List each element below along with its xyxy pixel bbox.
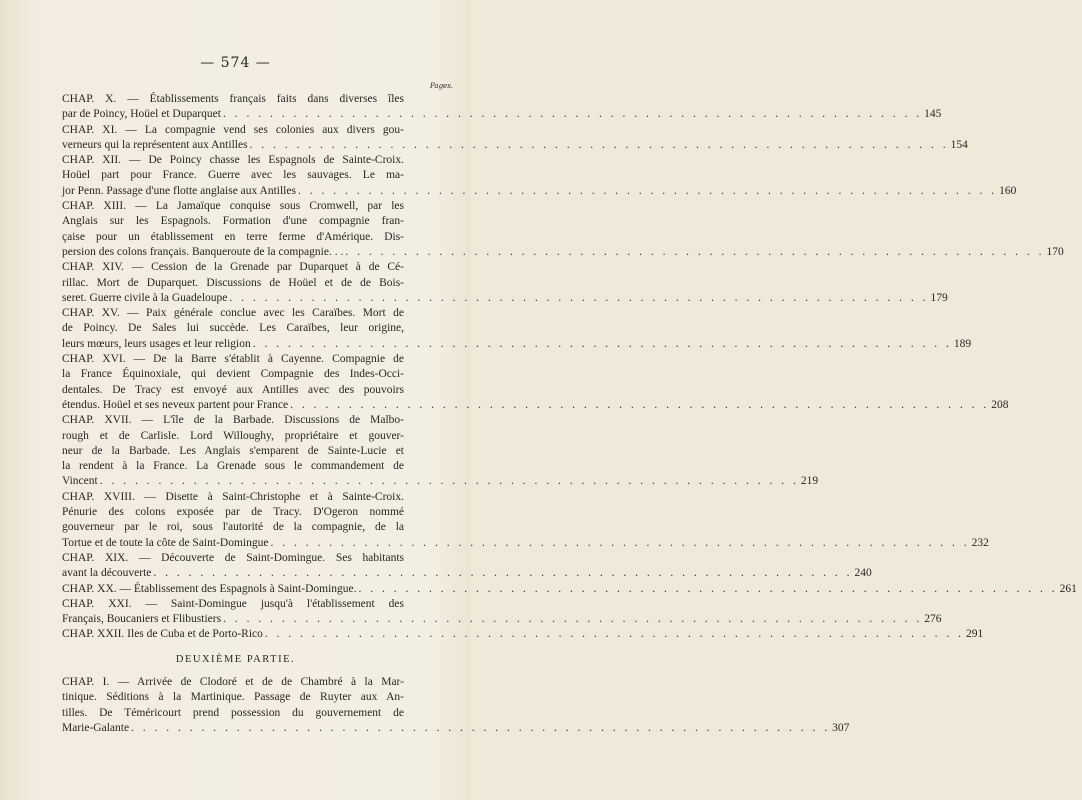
leader-dots: . . . . . . . . . . . . . . . . . . . . . . . . . . . . . . . . . . . . . . . . . . . . . . . . . . . . . . . . . . . . <box>252 337 952 350</box>
toc-line <box>62 214 404 229</box>
toc-line <box>62 536 989 551</box>
toc-line <box>62 627 984 642</box>
leader-dots: . . . . . . . . . . . . . . . . . . . . . . . . . . . . . . . . . . . . . . . . . . . . . . . . . . . . . . . . . . . . <box>358 582 1058 595</box>
toc-line <box>62 245 1064 260</box>
toc-line <box>62 199 404 214</box>
toc-line <box>62 92 404 107</box>
toc-page-number: 232 <box>971 536 989 549</box>
toc-entry <box>62 413 819 489</box>
toc-line-text: seret. Guerre civile à la Guadeloupe <box>62 291 228 304</box>
toc-line-text: persion des colons français. Banqueroute de la compagnie. . . <box>62 245 344 258</box>
leader-dots: . . . . . . . . . . . . . . . . . . . . . . . . . . . . . . . . . . . . . . . . . . . . . . . . . . . . . . . . . . . . <box>131 721 831 734</box>
toc-line <box>62 474 819 489</box>
toc-entry <box>62 352 1009 413</box>
toc-line-text: CHAP. XIV. — Cession de la Grenade par Duparquet à de Cé- <box>62 261 404 274</box>
toc-line-text: tilles. De Téméricourt prend possession du gouvernement de <box>62 706 404 719</box>
toc-line <box>62 291 948 306</box>
toc-line <box>62 306 404 321</box>
toc-line-text: CHAP. XXII. Iles de Cuba et de Porto-Rico <box>62 628 263 641</box>
toc-line-text: Hoüel part pour France. Guerre avec les sauvages. Le ma- <box>62 169 404 182</box>
toc-line-text: CHAP. XII. — De Poincy chasse les Espagnols de Sainte-Croix. <box>62 154 404 167</box>
toc-line-text: gouverneur par le roi, sous l'autorité de la compagnie, de la <box>62 521 404 534</box>
toc-line <box>62 352 404 367</box>
toc-line <box>62 276 404 291</box>
toc-page-number: 154 <box>950 138 968 151</box>
toc-line <box>62 582 1077 597</box>
toc-line <box>62 337 972 352</box>
toc-page-number: 276 <box>924 613 942 626</box>
toc-line <box>62 383 404 398</box>
toc-entry <box>62 260 948 306</box>
toc-line-text: CHAP. XV. — Paix générale conclue avec les Caraïbes. Mort de <box>62 307 404 320</box>
toc-line <box>62 260 404 275</box>
toc-line <box>62 551 404 566</box>
toc-line <box>62 107 942 122</box>
toc-line-text: de Poincy. De Sales lui succède. Les Caraïbes, leur origine, <box>62 322 404 335</box>
toc-line-text: çaise pour un établissement en terre ferme d'Amérique. Dis- <box>62 230 404 243</box>
toc-line-text: par de Poincy, Hoüel et Duparquet <box>62 108 221 121</box>
toc-line-text: CHAP. XIII. — La Jamaïque conquise sous Cromwell, par les <box>62 200 404 213</box>
toc-page-number: 189 <box>953 337 972 350</box>
toc-line-text: Vincent <box>62 475 98 488</box>
toc-line <box>62 184 1017 199</box>
toc-line-text: CHAP. XX. — Établissement des Espagnols à Saint-Domingue. <box>62 582 357 595</box>
toc-entry <box>62 92 942 123</box>
toc-line-text: dentales. De Tracy est envoyé aux Antilles avec des pouvoirs <box>62 383 404 396</box>
toc-line-text: CHAP. XXI. — Saint-Domingue jusqu'à l'établissement des <box>62 597 404 610</box>
toc-page-number: 170 <box>1046 245 1064 258</box>
toc-line <box>62 153 404 168</box>
toc-page-number: 208 <box>991 398 1009 411</box>
leader-dots: . . . . . . . . . . . . . . . . . . . . . . . . . . . . . . . . . . . . . . . . . . . . . . . . . . . . . . . . . . . . <box>290 398 990 411</box>
toc-page-number: 261 <box>1059 582 1077 595</box>
toc-entry <box>62 551 872 582</box>
toc-line-text: CHAP. XIX. — Découverte de Saint-Domingue. Ses habitants <box>62 551 404 564</box>
leader-dots: . . . . . . . . . . . . . . . . . . . . . . . . . . . . . . . . . . . . . . . . . . . . . . . . . . . . . . . . . . . . <box>345 245 1045 258</box>
leader-dots: . . . . . . . . . . . . . . . . . . . . . . . . . . . . . . . . . . . . . . . . . . . . . . . . . . . . . . . . . . . . <box>249 138 949 151</box>
toc-line <box>62 459 404 474</box>
toc-line-text: jor Penn. Passage d'une flotte anglaise aux Antilles <box>62 184 296 197</box>
toc-page-number: 179 <box>930 291 948 304</box>
table-of-contents-part1 <box>62 92 1077 643</box>
toc-line-text: Marie-Galante <box>62 721 130 734</box>
toc-entry <box>62 199 1064 260</box>
toc-line <box>62 490 404 505</box>
toc-line <box>62 675 404 690</box>
toc-line-text: CHAP. XVI. — De la Barre s'établit à Cayenne. Compagnie de <box>62 353 404 366</box>
toc-line-text: CHAP. I. — Arrivée de Clodoré et de de Chambré à la Mar- <box>62 676 404 688</box>
toc-line-text: rough et de Carlisle. Lord Willoughy, propriétaire et gouver- <box>62 429 404 442</box>
leader-dots: . . . . . . . . . . . . . . . . . . . . . . . . . . . . . . . . . . . . . . . . . . . . . . . . . . . . . . . . . . . . <box>222 108 923 121</box>
page-number: — 574 — <box>200 55 271 71</box>
toc-line <box>62 444 404 459</box>
toc-line-text: Tortue et de toute la côte de Saint-Domingue <box>62 536 269 549</box>
leader-dots: . . . . . . . . . . . . . . . . . . . . . . . . . . . . . . . . . . . . . . . . . . . . . . . . . . . . . . . . . . . . <box>270 536 970 549</box>
toc-entry <box>62 123 968 154</box>
toc-line <box>62 505 404 520</box>
toc-page-number: 240 <box>854 567 872 580</box>
toc-entry <box>62 582 1077 597</box>
leader-dots: . . . . . . . . . . . . . . . . . . . . . . . . . . . . . . . . . . . . . . . . . . . . . . . . . . . . . . . . . . . . <box>99 475 799 488</box>
toc-entry <box>62 153 1017 199</box>
toc-line <box>62 230 404 245</box>
toc-line-text: rillac. Mort de Duparquet. Discussions de Hoüel et de de Bois- <box>62 276 404 289</box>
toc-line <box>62 520 404 535</box>
toc-entry <box>62 490 989 551</box>
toc-line <box>62 612 942 627</box>
toc-page-number: 160 <box>999 184 1017 197</box>
toc-line <box>62 367 404 382</box>
leader-dots: . . . . . . . . . . . . . . . . . . . . . . . . . . . . . . . . . . . . . . . . . . . . . . . . . . . . . . . . . . . . <box>229 291 929 304</box>
toc-entry <box>62 597 942 628</box>
leader-dots: . . . . . . . . . . . . . . . . . . . . . . . . . . . . . . . . . . . . . . . . . . . . . . . . . . . . . . . . . . . . <box>297 184 998 197</box>
toc-page-number: 219 <box>800 475 819 488</box>
toc-line <box>62 566 872 581</box>
toc-line-text: étendus. Hoüel et ses neveux partent pour France <box>62 398 289 411</box>
toc-line <box>62 413 404 428</box>
toc-line-text: CHAP. XI. — La compagnie vend ses colonies aux divers gou- <box>62 123 404 136</box>
toc-line <box>62 321 404 336</box>
toc-line-text: Pénurie des colons exposée par de Tracy. D'Ogeron nommé <box>62 506 404 519</box>
toc-line-text: Français, Boucaniers et Flibustiers <box>62 613 222 626</box>
toc-line <box>62 706 404 721</box>
toc-line <box>62 398 1009 413</box>
toc-line-text: avant la découverte <box>62 567 152 580</box>
toc-line-text: tinique. Séditions à la Martinique. Passage de Ruyter aux An- <box>62 691 404 704</box>
leader-dots: . . . . . . . . . . . . . . . . . . . . . . . . . . . . . . . . . . . . . . . . . . . . . . . . . . . . . . . . . . . . <box>153 567 853 580</box>
toc-line <box>62 168 404 183</box>
toc-line-text: Anglais sur les Espagnols. Formation d'une compagnie fran- <box>62 215 404 228</box>
toc-line-text: leurs mœurs, leurs usages et leur religion <box>62 337 251 350</box>
toc-line-text: CHAP. XVIII. — Disette à Saint-Christophe et à Sainte-Croix. <box>62 490 404 503</box>
toc-line-text: CHAP. X. — Établissements français faits dans diverses îles <box>62 93 404 105</box>
toc-line-text: CHAP. XVII. — L'île de la Barbade. Discussions de Malbo- <box>62 414 404 427</box>
toc-line <box>62 597 404 612</box>
part-heading: DEUXIÈME PARTIE. <box>175 654 296 665</box>
leader-dots: . . . . . . . . . . . . . . . . . . . . . . . . . . . . . . . . . . . . . . . . . . . . . . . . . . . . . . . . . . . . <box>264 628 965 641</box>
toc-line <box>62 123 404 138</box>
toc-line <box>62 721 850 736</box>
toc-entry <box>62 675 850 736</box>
toc-line-text: la rendent à la France. La Grenade sous le commandement de <box>62 460 404 473</box>
toc-entry <box>62 306 972 352</box>
table-of-contents-part2 <box>62 675 850 736</box>
toc-line <box>62 690 404 705</box>
toc-line <box>62 138 968 153</box>
toc-page-number: 307 <box>832 721 850 734</box>
pages-column-label: Pages. <box>430 82 454 90</box>
toc-line-text: neur de la Barbade. Les Anglais s'emparent de Sainte-Lucie et <box>62 444 404 457</box>
toc-page-number: 291 <box>966 628 984 641</box>
toc-entry <box>62 627 984 642</box>
leader-dots: . . . . . . . . . . . . . . . . . . . . . . . . . . . . . . . . . . . . . . . . . . . . . . . . . . . . . . . . . . . . <box>223 613 923 626</box>
toc-line-text: verneurs qui la représentent aux Antilles <box>62 138 248 151</box>
toc-line-text: la France Équinoxiale, qui devient Compagnie des Indes-Occi- <box>62 368 404 381</box>
toc-line <box>62 429 404 444</box>
toc-page-number: 145 <box>924 108 942 121</box>
